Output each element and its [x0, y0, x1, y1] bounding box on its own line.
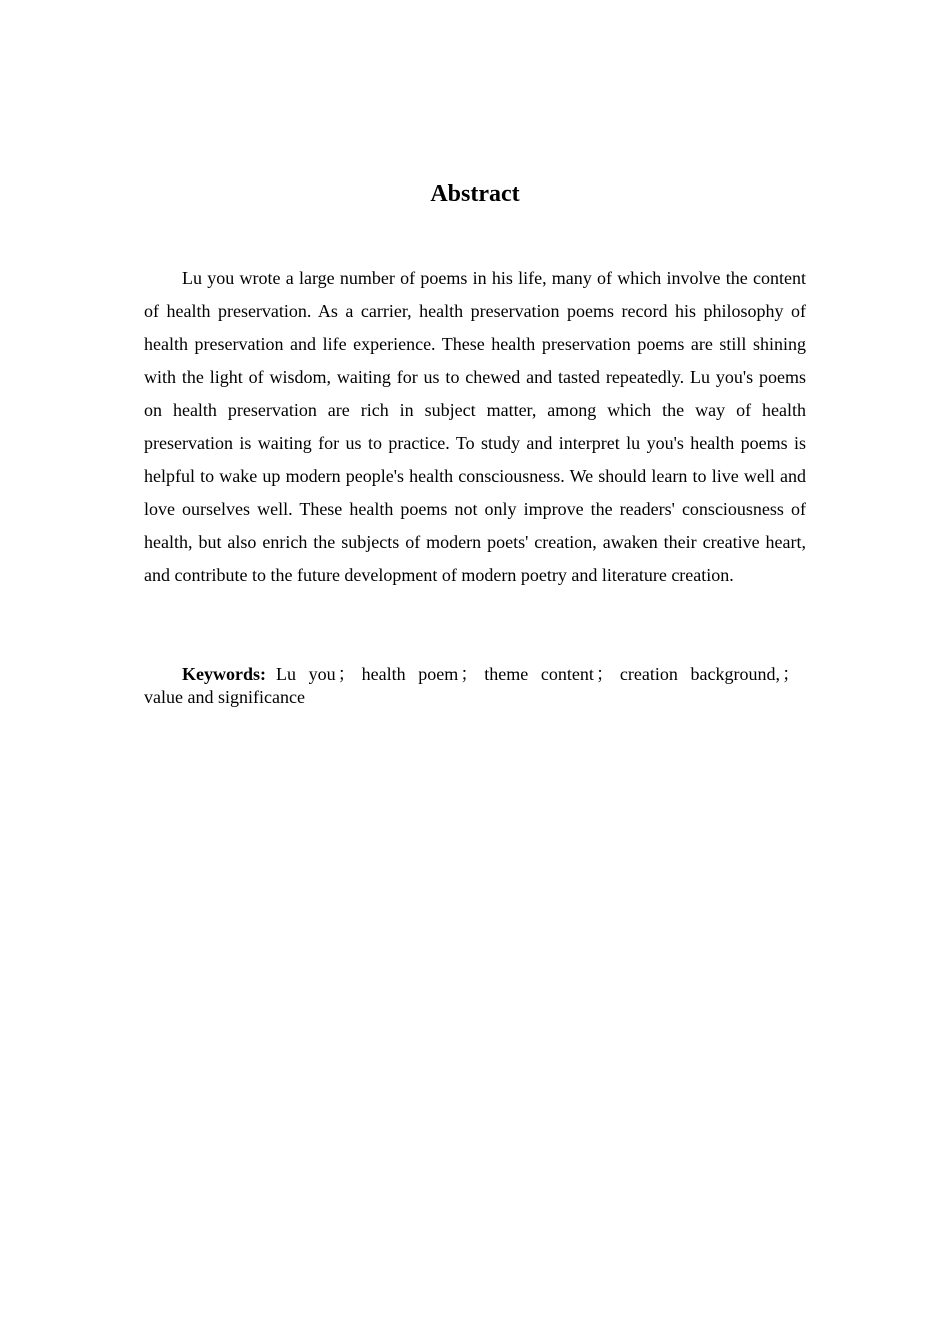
keyword-item: health poem	[361, 664, 459, 684]
keyword-separator: ；	[595, 664, 614, 684]
keyword-item: theme content	[484, 664, 594, 684]
keyword-item: Lu you	[276, 664, 336, 684]
keywords-line	[144, 663, 806, 709]
keyword-item: value and significance	[144, 687, 305, 707]
abstract-paragraph: Lu you wrote a large number of poems in his life, many of which involve the content of health preservation. As a carrier, health preservation poems record his philosophy of health preservation and life experience. These health preservation poems are still shining with the light of wisdom, waiting for us to chewed and tasted repeatedly. Lu you's poems on health preservation are rich in subject matter, among which the way of health preservation is waiting for us to practice. To study and interpret lu you's health poems is helpful to wake up modern people's health consciousness. We should learn to live well and love ourselves well. These health poems not only improve the readers' consciousness of health, but also enrich the subjects of modern poets' creation, awaken their creative heart, and contribute to the future development of modern poetry and literature creation.	[144, 268, 806, 585]
keyword-separator: ；	[782, 664, 800, 684]
keywords-label: Keywords:	[182, 664, 266, 684]
keyword-separator: ；	[337, 664, 356, 684]
keyword-separator: ；	[460, 664, 479, 684]
keyword-item: creation background,	[619, 664, 780, 684]
abstract-title: Abstract	[430, 181, 520, 207]
